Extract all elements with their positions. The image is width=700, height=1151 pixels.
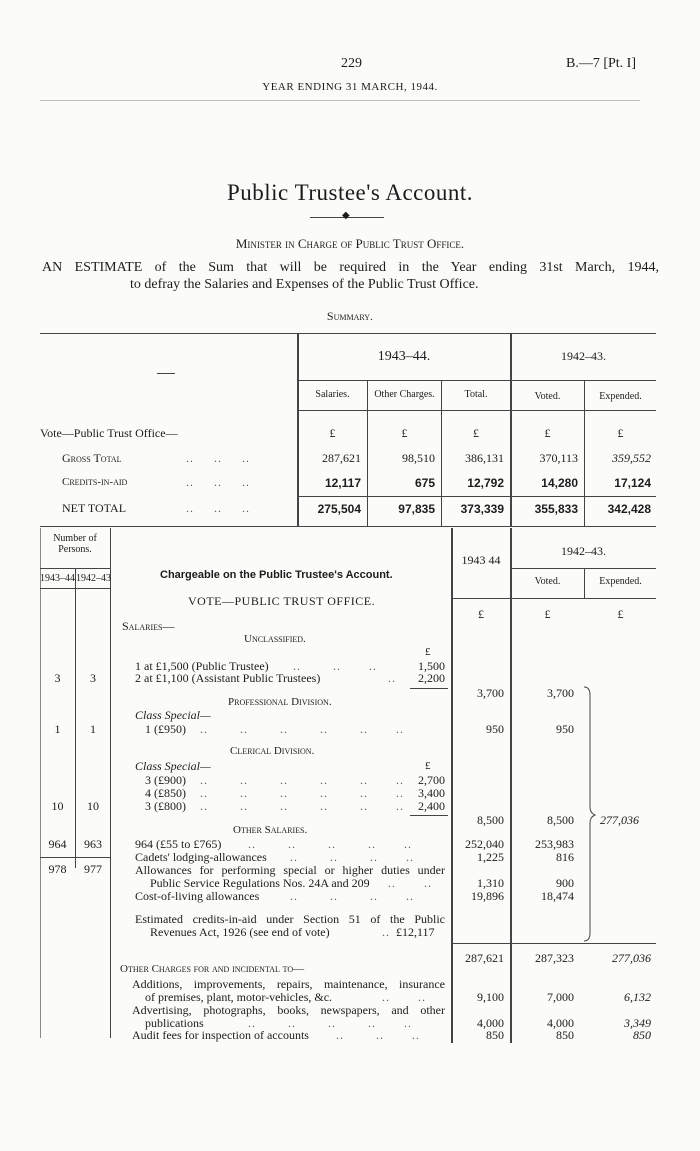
line-item: 3 (£900): [145, 773, 186, 787]
summary-cell: 373,339: [460, 502, 504, 516]
line-amount: 3,400: [418, 786, 445, 800]
line-item: Allowances for performing special or higher duties under: [135, 863, 445, 877]
header-rule: [40, 100, 640, 101]
summary-row-label: NET TOTAL: [62, 501, 127, 515]
summary-currency: £: [473, 426, 479, 440]
salaries-voted: 287,323: [535, 951, 574, 965]
leader-dots: .. ..: [382, 990, 426, 1004]
line-item: 964 (£55 to £765): [135, 837, 222, 851]
subtotal-value: 3,700: [477, 686, 504, 700]
subtotal-value: 8,500: [477, 813, 504, 827]
leader-dots: .. .. ..: [186, 475, 250, 489]
summary-cell: 98,510: [402, 451, 435, 465]
line-item: Public Service Regulations Nos. 24A and 209: [150, 876, 370, 890]
persons-col-1943: 1943–44: [40, 573, 75, 584]
line-item: Cadets' lodging-allowances: [135, 850, 267, 864]
currency-symbol: £: [544, 607, 551, 621]
leader-dots: .. .. ..: [186, 451, 250, 465]
minister-heading: Minister in Charge of Public Trust Office.: [235, 236, 465, 251]
summary-cell: 12,792: [467, 476, 504, 490]
subtotal-value: 1,310: [477, 876, 504, 890]
detail-rule: [40, 568, 111, 569]
persons-total-1943: 978: [48, 862, 67, 876]
leader-dots: .. .. .. .. ..: [248, 837, 412, 851]
summary-dash: [157, 373, 175, 374]
other-salaries-heading: Other Salaries.: [233, 824, 308, 836]
voted-value: 3,700: [547, 686, 574, 700]
subtotal-value: 19,896: [471, 889, 504, 903]
professional-heading: Professional Division.: [228, 696, 332, 708]
line-item: 2 at £1,100 (Assistant Public Trustees): [135, 671, 321, 685]
detail-rule: [40, 588, 111, 589]
subtotal-value: 950: [486, 722, 504, 736]
summary-total-rule: [298, 496, 656, 497]
voted-value: 900: [556, 876, 574, 890]
summary-cell: 287,621: [322, 451, 361, 465]
summary-year-current: 1943–44.: [377, 349, 431, 364]
summary-col-total: Total.: [464, 389, 488, 400]
detail-rule: [452, 598, 656, 599]
line-amount: 2,700: [418, 773, 445, 787]
voted-value: 253,983: [535, 837, 574, 851]
subtotal-value: 1,225: [477, 850, 504, 864]
estimated-credits-amount: £12,117: [396, 925, 435, 939]
summary-row-label: Gross Total: [62, 451, 122, 465]
summary-currency: £: [617, 426, 624, 440]
estimate-line-2: to defray the Salaries and Expenses of the Public Trust Office.: [130, 277, 479, 292]
detail-vline: [110, 528, 111, 1038]
charge-expended: 850: [633, 1028, 651, 1042]
line-item: Audit fees for inspection of accounts: [132, 1028, 309, 1042]
salaries-heading: Salaries—: [122, 619, 175, 633]
charge-total: 850: [486, 1028, 504, 1042]
leader-dots: .. .. ..: [293, 659, 377, 673]
summary-currency: £: [401, 426, 408, 440]
persons-1942: 10: [87, 799, 99, 813]
line-item: 1 at £1,500 (Public Trustee): [135, 659, 269, 673]
charge-expended: 6,132: [624, 990, 651, 1004]
leader-dots: ..: [382, 925, 390, 939]
detail-vline: [40, 528, 41, 1038]
salaries-expended: 277,036: [612, 951, 651, 965]
summary-col-voted: Voted.: [534, 391, 561, 402]
charge-total: 4,000: [477, 1016, 504, 1030]
charge-total: 9,100: [477, 990, 504, 1004]
detail-rule: [511, 568, 656, 569]
subtotal-value: 252,040: [465, 837, 504, 851]
summary-cell: 386,131: [465, 451, 504, 465]
leader-dots: .. .. .. ..: [290, 889, 414, 903]
summary-cell: 359,552: [612, 451, 651, 465]
line-item: Estimated credits-in-aid under Section 51 of the Public: [135, 912, 445, 926]
summary-cell: 675: [414, 476, 435, 490]
leader-dots: .. ..: [388, 876, 432, 890]
leader-dots: .. .. .. .. .. ..: [200, 799, 404, 813]
charge-voted: 4,000: [547, 1016, 574, 1030]
line-item: Additions, improvements, repairs, maintenance, insurance: [132, 977, 445, 991]
line-amount: 2,200: [418, 671, 445, 685]
class-special-label: Class Special—: [135, 759, 211, 773]
summary-bottom-rule: [40, 526, 656, 527]
line-item: 4 (£850): [145, 786, 186, 800]
summary-top-rule: [40, 333, 656, 334]
summary-col-other-charges: Other Charges.: [374, 389, 435, 400]
page-title: Public Trustee's Account.: [226, 180, 473, 205]
voted-value: 950: [556, 722, 574, 736]
currency-symbol: £: [425, 760, 431, 772]
persons-1943: 1: [54, 722, 61, 736]
summary-subheader-rule: [298, 410, 656, 411]
line-item: publications: [145, 1016, 204, 1030]
summary-cell: 97,835: [398, 502, 435, 516]
charge-expended: 3,349: [624, 1016, 651, 1030]
summary-col-expended: Expended.: [599, 391, 642, 402]
clerical-heading: Clerical Division.: [230, 745, 315, 757]
charge-voted: 7,000: [547, 990, 574, 1004]
line-item: Revenues Act, 1926 (see end of vote): [150, 925, 330, 939]
detail-vline: [75, 568, 76, 868]
leader-dots: .. .. .. ..: [290, 850, 414, 864]
summary-cell: 355,833: [534, 502, 578, 516]
persons-1943: 964: [48, 837, 67, 851]
summary-year-previous: 1942–43.: [561, 349, 606, 363]
persons-1942: 3: [90, 671, 96, 685]
persons-header: Number of Persons.: [53, 533, 97, 555]
persons-1943: 10: [51, 799, 64, 813]
unclassified-heading: Unclassified.: [244, 633, 306, 645]
summary-cell: 370,113: [539, 451, 578, 465]
line-amount: 2,400: [418, 799, 445, 813]
diamond-ornament-icon: ◆: [342, 210, 350, 221]
class-special-label: Class Special—: [135, 708, 211, 722]
subtotal-rule: [410, 688, 448, 689]
leader-dots: ..: [388, 671, 396, 685]
summary-cell: 342,428: [607, 502, 651, 516]
line-item: 1 (£950): [145, 722, 186, 736]
currency-symbol: £: [478, 607, 484, 621]
persons-1942: 963: [84, 837, 102, 851]
voted-value: 18,474: [541, 889, 574, 903]
persons-col-1942: 1942–43: [76, 573, 111, 584]
detail-year-current: 1943 44: [461, 553, 501, 567]
summary-cell: 17,124: [614, 476, 651, 490]
line-item: Cost-of-living allowances: [135, 889, 260, 903]
persons-total-1942: 977: [84, 862, 102, 876]
voted-value: 8,500: [547, 813, 574, 827]
leader-dots: .. .. .. .. .. ..: [200, 722, 404, 736]
expended-brace: [582, 685, 596, 945]
summary-col-salaries: Salaries.: [315, 389, 350, 400]
line-amount: 1,500: [418, 659, 445, 673]
leader-dots: .. .. ..: [336, 1028, 420, 1042]
summary-cell: 275,504: [317, 502, 361, 516]
vote-title: VOTE—PUBLIC TRUST OFFICE.: [188, 594, 376, 608]
voted-value: 816: [556, 850, 574, 864]
leader-dots: .. .. .. .. ..: [248, 1016, 412, 1030]
expended-salaries-value: 277,036: [600, 813, 639, 827]
persons-1943: 3: [54, 671, 61, 685]
summary-header-rule: [298, 380, 656, 381]
estimate-line-1: AN ESTIMATE of the Sum that will be required in the Year ending 31st March, 1944,: [42, 260, 659, 275]
leader-dots: .. .. ..: [186, 501, 250, 515]
line-item: 3 (£800): [145, 799, 186, 813]
line-item: Advertising, photographs, books, newspapers, and other: [132, 1003, 445, 1017]
other-charges-heading: Other Charges for and incidental to—: [120, 963, 305, 975]
summary-vote-label: Vote—Public Trust Office—: [40, 426, 178, 440]
currency-symbol: £: [617, 607, 624, 621]
salaries-total: 287,621: [465, 951, 504, 965]
summary-heading: Summary.: [326, 309, 374, 323]
leader-dots: .. .. .. .. .. ..: [200, 786, 404, 800]
summary-currency: £: [329, 426, 336, 440]
detail-rule: [40, 857, 111, 858]
chargeable-heading: Chargeable on the Public Trustee's Account.: [160, 569, 393, 581]
detail-col-expended: Expended.: [599, 576, 642, 587]
year-line: YEAR ENDING 31 MARCH, 1944.: [262, 81, 438, 93]
detail-col-voted: Voted.: [534, 576, 561, 587]
leader-dots: .. .. .. .. .. ..: [200, 773, 404, 787]
charge-voted: 850: [556, 1028, 574, 1042]
detail-rule: [452, 943, 656, 944]
summary-cell: 12,117: [324, 476, 361, 490]
summary-currency: £: [544, 426, 551, 440]
subtotal-rule: [410, 815, 448, 816]
page-number: 229: [341, 56, 362, 71]
summary-cell: 14,280: [541, 476, 578, 490]
summary-row-label: Credits-in-aid: [62, 476, 128, 488]
document-reference: B.—7 [Pt. I]: [566, 56, 636, 71]
line-item: of premises, plant, motor-vehicles, &c.: [145, 990, 333, 1004]
detail-year-previous: 1942–43.: [561, 544, 606, 558]
currency-symbol: £: [425, 646, 431, 658]
persons-1942: 1: [90, 722, 96, 736]
